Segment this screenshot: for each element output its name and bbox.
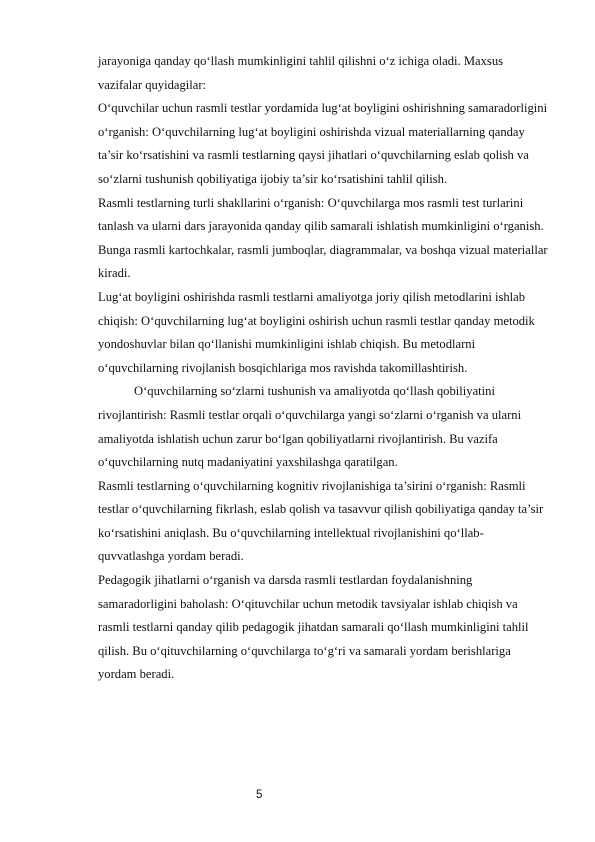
paragraph-task-6: Pedagogik jihatlarni o‘rganish va darsda rasmli testlardan foydalanishning samaradorligini baholash: O‘qituvchilar uchun metodik tavsiyalar ishlab chiqish va rasmli testlarni qanday qilib pedagogik jihatdan samarali qo‘llash mumkinligini tahlil qilish. Bu o‘qituvchilarning o‘quvchilarga to‘g‘ri va samarali yordam berishlariga yordam beradi.	[98, 573, 529, 682]
paragraph-task-3: Lug‘at boyligini oshirishda rasmli testlarni amaliyotga joriy qilish metodlarini ishlab chiqish: O‘quvchilarning lug‘at boyligini oshirish uchun rasmli testlar qanday metodik yondoshuvlar bilan qo‘llanishi mumkinligini ishlab chiqish. Bu metodlarni o‘quvchilarning rivojlanish bosqichlariga mos ravishda takomillashtirish.	[98, 289, 535, 375]
paragraph-intro: jarayoniga qanday qo‘llash mumkinligini tahlil qilishni o‘z ichiga oladi. Maxsus vazifalar quyidagilar:	[98, 54, 504, 92]
paragraph-task-2: Rasmli testlarning turli shakllarini o‘rganish: O‘quvchilarga mos rasmli test turlarini tanlash va ularni dars jarayonida qanday qilib samarali ishlatish mumkinligini o‘rganish. Bunga rasmli kartochkalar, rasmli jumboqlar, diagrammalar, va boshqa vizual materiallar kiradi.	[98, 195, 548, 281]
body-text	[98, 50, 550, 687]
paragraph-task-4: O‘quvchilarning so‘zlarni tushunish va amaliyotda qo‘llash qobiliyatini rivojlantirish: Rasmli testlar orqali o‘quvchilarga yangi so‘zlarni o‘rganish va ularni amaliyotda ishlatish uchun zarur bo‘lgan qobiliyatlarni rivojlantirish. Bu vazifa o‘quvchilarning nutq madaniyatini yaxshilashga qaratilgan.	[98, 384, 522, 470]
paragraph-task-5: Rasmli testlarning o‘quvchilarning kognitiv rivojlanishiga ta’sirini o‘rganish: Rasmli testlar o‘quvchilarning fikrlash, eslab qolish va tasavvur qilish qobiliyatiga qanday ta’sir ko‘rsatishini aniqlash. Bu o‘quvchilarning intellektual rivojlanishini qo‘llab-quvvatlashga yordam beradi.	[98, 478, 544, 564]
page-number: 5	[256, 789, 263, 801]
paragraph-task-1: O‘quvchilar uchun rasmli testlar yordamida lug‘at boyligini oshirishning samaradorligini o‘rganish: O‘quvchilarning lug‘at boyligini oshirishda vizual materiallarning qanday ta’sir ko‘rsatishini va rasmli testlarning qaysi jihatlari o‘quvchilarning eslab qolish va so‘zlarni tushunish qobiliyatiga ijobiy ta’sir ko‘rsatishini tahlil qilish.	[98, 101, 548, 186]
